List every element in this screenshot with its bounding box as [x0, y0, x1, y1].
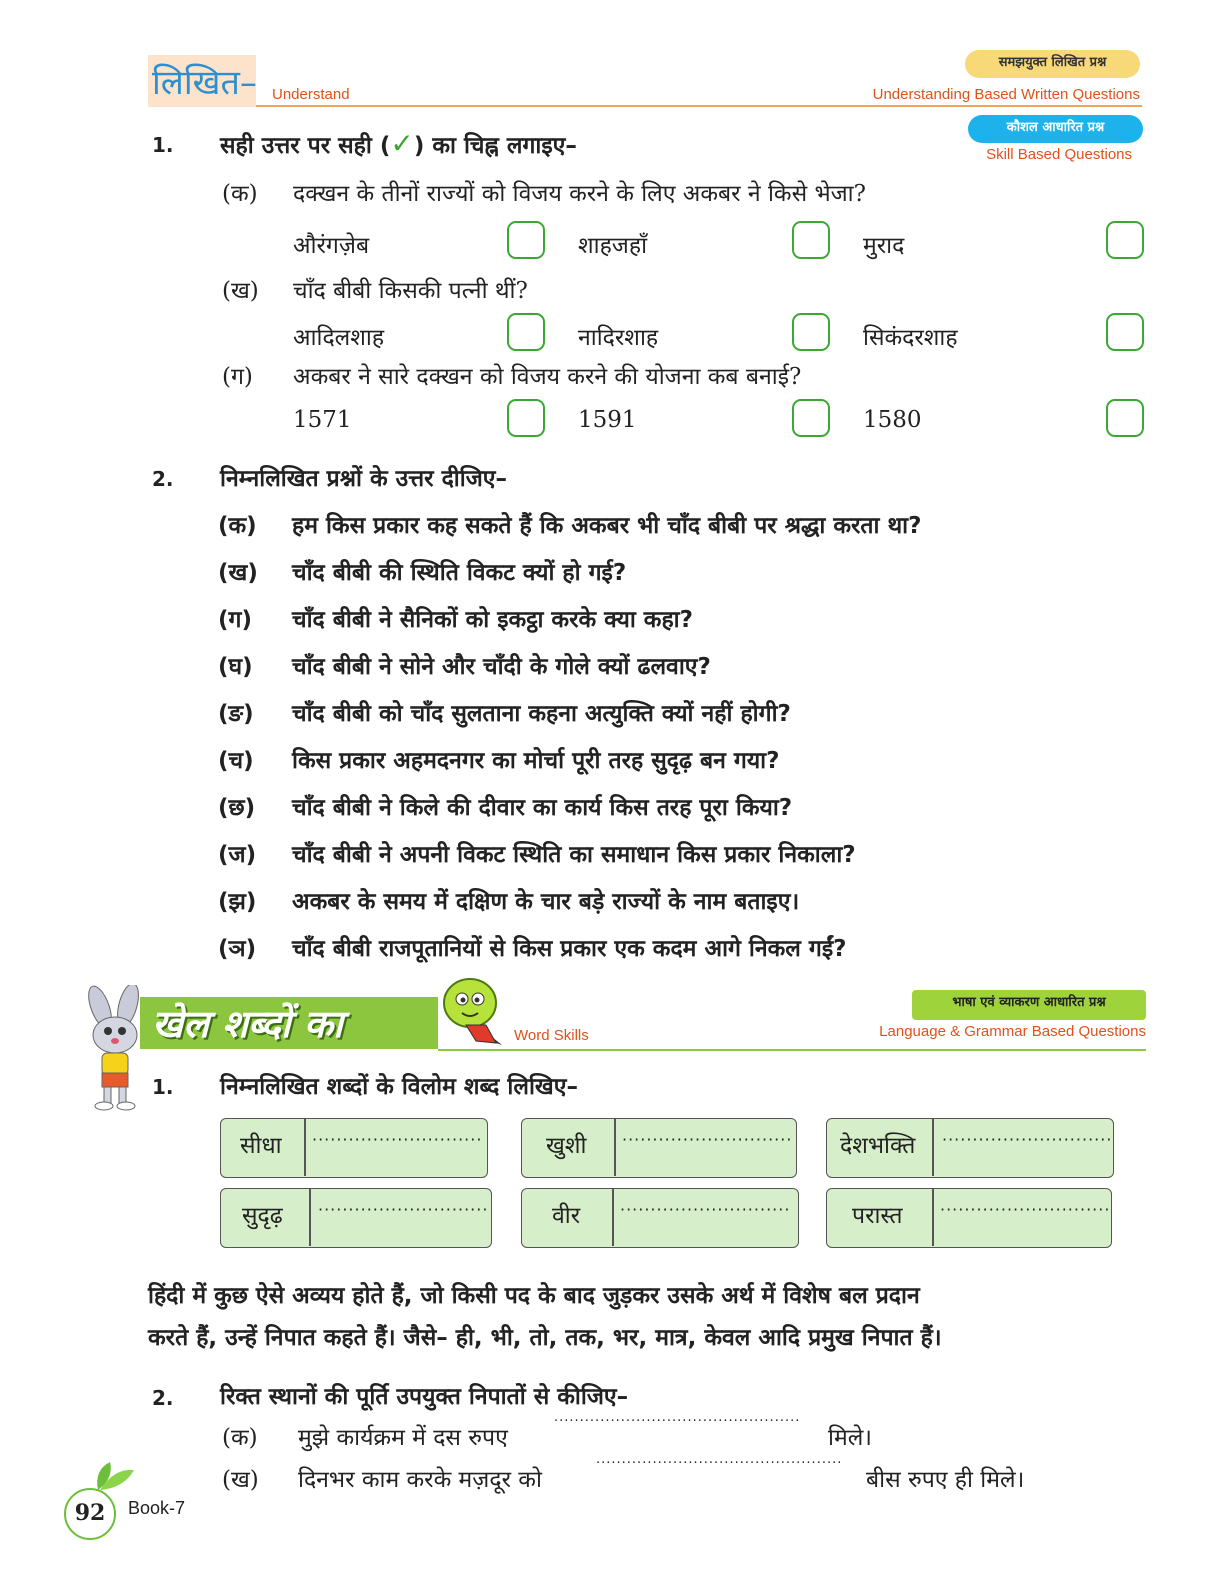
fill-blank[interactable]: ················································	[554, 1414, 801, 1429]
answer-blank[interactable]: ····························	[312, 1130, 483, 1149]
question-text: किस प्रकार अहमदनगर का मोर्चा पूरी तरह सुदृढ़ बन गया?	[292, 748, 780, 774]
mcq-option: शाहजहाँ	[578, 233, 648, 259]
book-label: Book-7	[128, 1498, 186, 1518]
antonym-word: सुदृढ़	[242, 1203, 283, 1229]
question-label: (च)	[218, 748, 254, 774]
question-text: चाँद बीबी ने किले की दीवार का कार्य किस तरह पूरा किया?	[292, 795, 793, 821]
pencil-mascot-icon	[436, 975, 506, 1047]
mcq-question: चाँद बीबी किसकी पत्नी थीं?	[293, 278, 528, 304]
question-text: चाँद बीबी राजपूतानियों से किस प्रकार एक कदम आगे निकल गईं?	[292, 936, 847, 962]
mcq-question: अकबर ने सारे दक्खन को विजय करने की योजना कब बनाई?	[293, 364, 802, 390]
question-label: (क)	[218, 513, 257, 539]
option-checkbox[interactable]	[507, 221, 545, 259]
box-divider	[614, 1118, 616, 1176]
question-label: (झ)	[218, 889, 257, 915]
option-checkbox[interactable]	[792, 399, 830, 437]
fill-text-after: मिले।	[828, 1425, 873, 1451]
grammar-caption: Language & Grammar Based Questions	[879, 1023, 1146, 1040]
question-number: 2.	[152, 467, 174, 491]
mcq-option: औरंगज़ेब	[293, 233, 370, 259]
mcq-option: आदिलशाह	[293, 325, 385, 351]
question-label: (घ)	[218, 654, 253, 680]
word-skills-title: खेल शब्दों का	[152, 1002, 343, 1046]
antonym-word: परास्त	[852, 1203, 903, 1229]
skill-caption: Skill Based Questions	[986, 146, 1132, 163]
antonym-word: वीर	[552, 1203, 581, 1229]
question-number: 2.	[152, 1386, 174, 1410]
option-checkbox[interactable]	[1106, 399, 1144, 437]
word-skills-subtitle: Word Skills	[514, 1027, 589, 1044]
mcq-option: सिकंदरशाह	[863, 325, 958, 351]
box-divider	[612, 1188, 614, 1246]
option-checkbox[interactable]	[507, 399, 545, 437]
section-title: लिखित–	[152, 63, 257, 103]
box-divider	[309, 1188, 311, 1246]
question-number: 1.	[152, 1075, 174, 1099]
question-label: (ज)	[218, 842, 257, 868]
leaf-icon	[88, 1458, 138, 1492]
antonym-word: देशभक्ति	[840, 1133, 916, 1159]
fill-text-before: मुझे कार्यक्रम में दस रुपए	[298, 1425, 508, 1451]
option-checkbox[interactable]	[1106, 313, 1144, 351]
question-text: हम किस प्रकार कह सकते हैं कि अकबर भी चाँद बीबी पर श्रद्धा करता था?	[292, 513, 922, 539]
fill-text-before: दिनभर काम करके मज़दूर को	[298, 1467, 542, 1493]
antonym-word: खुशी	[546, 1133, 587, 1159]
word-skills-divider	[438, 1049, 1146, 1051]
understanding-badge: समझयुक्त लिखित प्रश्न	[965, 50, 1140, 78]
mcq-option: 1591	[578, 407, 637, 433]
fill-label: (ख)	[222, 1467, 259, 1493]
page-number: 92	[64, 1488, 116, 1540]
box-divider	[932, 1188, 934, 1246]
understanding-caption: Understanding Based Written Questions	[872, 86, 1140, 103]
question-label: (ख)	[218, 560, 258, 586]
fill-text-after: बीस रुपए ही मिले।	[866, 1467, 1025, 1493]
mcq-option: 1580	[863, 407, 922, 433]
question-label: (ग)	[218, 607, 252, 633]
question-text: अकबर के समय में दक्षिण के चार बड़े राज्यों के नाम बताइए।	[292, 889, 800, 915]
check-mark-icon: ✓	[390, 127, 414, 160]
option-checkbox[interactable]	[792, 313, 830, 351]
answer-blank[interactable]: ····························	[940, 1200, 1111, 1219]
option-checkbox[interactable]	[792, 221, 830, 259]
mcq-label: (ख)	[222, 278, 259, 304]
box-divider	[932, 1118, 934, 1176]
question-label: (ङ)	[218, 701, 254, 727]
fill-blank[interactable]: ················································	[596, 1456, 843, 1471]
question-number: 1.	[152, 133, 174, 157]
answer-blank[interactable]: ····························	[622, 1130, 793, 1149]
answer-blank[interactable]: ····························	[318, 1200, 489, 1219]
mcq-label: (क)	[222, 181, 258, 207]
question-heading: निम्नलिखित प्रश्नों के उत्तर दीजिए–	[220, 466, 507, 492]
mcq-question: दक्खन के तीनों राज्यों को विजय करने के लिए अकबर ने किसे भेजा?	[293, 181, 866, 207]
fill-label: (क)	[222, 1425, 258, 1451]
mcq-label: (ग)	[222, 364, 253, 390]
option-checkbox[interactable]	[1106, 221, 1144, 259]
question-heading: रिक्त स्थानों की पूर्ति उपयुक्त निपातों से कीजिए–	[220, 1384, 629, 1410]
answer-blank[interactable]: ····························	[620, 1200, 791, 1219]
question-heading: निम्नलिखित शब्दों के विलोम शब्द लिखिए–	[220, 1074, 578, 1100]
mcq-option: नादिरशाह	[578, 325, 659, 351]
grammar-badge: भाषा एवं व्याकरण आधारित प्रश्न	[912, 990, 1146, 1020]
section-subtitle: Understand	[272, 86, 350, 103]
nipat-definition-line: करते हैं, उन्हें निपात कहते हैं। जैसे– ही, भी, तो, तक, भर, मात्र, केवल आदि प्रमुख निपात हैं।	[148, 1325, 942, 1351]
question-label: (छ)	[218, 795, 256, 821]
answer-blank[interactable]: ····························	[942, 1130, 1113, 1149]
question-text: चाँद बीबी ने सोने और चाँदी के गोले क्यों ढलवाए?	[292, 654, 711, 680]
question-text: चाँद बीबी ने अपनी विकट स्थिति का समाधान किस प्रकार निकाला?	[292, 842, 856, 868]
question-text: चाँद बीबी ने सैनिकों को इकट्ठा करके क्या कहा?	[292, 607, 693, 633]
question-label: (ञ)	[218, 936, 257, 962]
question-heading: सही उत्तर पर सही (✓) का चिह्न लगाइए–	[220, 127, 577, 160]
nipat-definition-line: हिंदी में कुछ ऐसे अव्यय होते हैं, जो किसी पद के बाद जुड़कर उसके अर्थ में विशेष बल प्रदान	[148, 1283, 920, 1309]
box-divider	[304, 1118, 306, 1176]
option-checkbox[interactable]	[507, 313, 545, 351]
question-text: चाँद बीबी को चाँद सुलताना कहना अत्युक्ति क्यों नहीं होगी?	[292, 701, 791, 727]
mcq-option: मुराद	[863, 233, 905, 259]
header-divider	[256, 105, 1142, 107]
question-text: चाँद बीबी की स्थिति विकट क्यों हो गई?	[292, 560, 627, 586]
skill-badge: कौशल आधारित प्रश्न	[968, 115, 1143, 143]
mcq-option: 1571	[293, 407, 352, 433]
antonym-word: सीधा	[240, 1133, 282, 1159]
